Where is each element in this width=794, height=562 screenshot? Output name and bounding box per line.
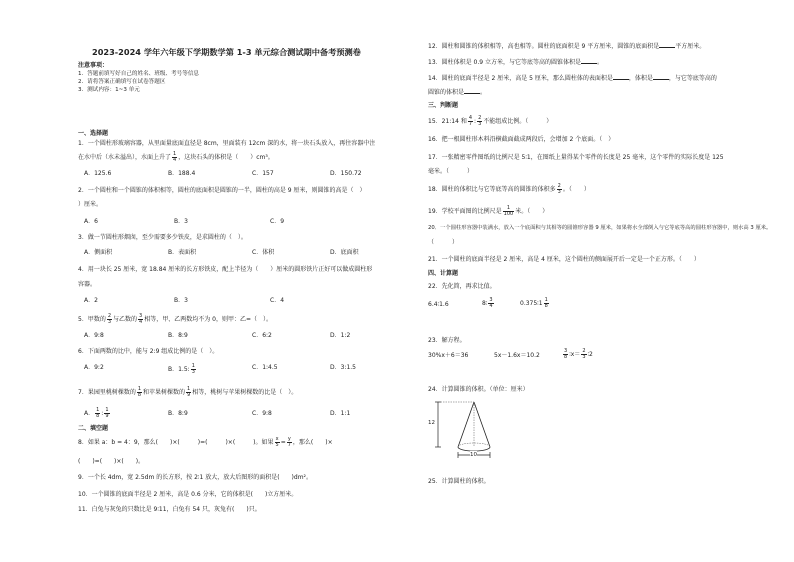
fraction: [287, 437, 292, 448]
q7-text-c: 相等，桃树与苹果树棵数的比是（ ）。: [192, 389, 298, 396]
numerator: 3: [564, 348, 568, 354]
q18-text-b: 。（ ）: [562, 186, 590, 193]
numerator: 3: [139, 313, 143, 319]
question-23: 23．解方程。: [428, 337, 466, 344]
question-10: 10．一个圆锥的底面半径是 2 厘米，高是 0.6 分米，它的体积是( )立方厘米。: [78, 491, 298, 498]
question-14-line1: [428, 74, 717, 83]
q22-expression-2: [482, 298, 495, 309]
notes-heading: 注意事项：: [78, 62, 109, 69]
q7-option-a-text: A．: [84, 410, 95, 417]
q5-option-d[interactable]: D．1:2: [330, 332, 351, 339]
q15-text-a: 15．21:14 和: [428, 118, 467, 125]
answer-blank[interactable]: [581, 58, 597, 64]
fraction: [477, 116, 482, 127]
question-8-line1: [78, 437, 333, 448]
question-20-line1: 20．一个圆柱形容器中装满水，放入一个底面积与其相等的圆锥形容器 9 厘米，如果将水全部倒入与它等底等高的圆柱形容器中，则水高 3 厘米。: [428, 225, 772, 231]
q14-text-e: 。: [480, 89, 487, 96]
question-22: 22．先化简，再求比值。: [428, 283, 496, 290]
denominator: 3: [582, 354, 586, 360]
q14-text-c: ，与它等底等高的: [668, 75, 717, 82]
denominator: 8: [544, 303, 548, 309]
denominator: 3: [107, 319, 112, 325]
fraction: [104, 408, 109, 419]
q12-text-a: 12．圆柱和圆锥的体积相等，高也相等。圆柱的底面积是 9 平方厘米，圆锥的底面积是: [428, 43, 660, 50]
fraction: [186, 387, 191, 398]
q14-text-a: 14．圆柱的底面半径是 2 厘米，高是 5 厘米，那么圆柱体的表面积是: [428, 75, 613, 82]
numerator: 2: [557, 183, 561, 189]
q1-option-a[interactable]: A．125.6: [84, 170, 112, 177]
question-14-line2: [428, 88, 486, 97]
question-3: 3．做一节圆柱形烟囱，至少需要多少铁皮，是求圆柱的（ ）。: [78, 234, 247, 241]
denominator: 7: [287, 442, 291, 448]
q13-text-b: 。: [597, 59, 604, 66]
q7-option-b[interactable]: B．8:9: [168, 410, 188, 417]
numerator: 4: [468, 115, 473, 121]
numerator: 2: [582, 348, 586, 354]
q1-option-b[interactable]: B．188.4: [168, 170, 196, 177]
q8-equals: =: [280, 439, 286, 446]
denominator: 4: [489, 303, 493, 309]
answer-blank[interactable]: [613, 74, 629, 80]
q2-option-b[interactable]: B．3: [174, 218, 188, 225]
q14-text-b: ，体积是: [628, 75, 653, 82]
q4-option-c[interactable]: C．4: [270, 297, 285, 304]
question-25: 25．计算圆柱的体积。: [428, 478, 490, 485]
q8-text-b: ，那么( )×: [292, 439, 333, 446]
fraction: [503, 206, 515, 217]
numerator: 1: [105, 407, 109, 413]
denominator: 8: [137, 392, 142, 398]
notes-item: 1．答题前填写好自己的姓名、班级、考号等信息: [78, 71, 200, 77]
question-1-line1: 1．一个圆柱形玻璃容器，从里面量底面直径是 8cm，里面装有 12cm 深的水，将一块石头放入，再往容器中注: [78, 140, 376, 147]
answer-blank[interactable]: [653, 74, 669, 80]
numerator: 2: [107, 313, 112, 319]
q3-option-d[interactable]: D．底面积: [330, 249, 359, 256]
q22-expression-1: 6.4∶1.6: [428, 301, 449, 308]
q1-option-c[interactable]: C．157: [252, 170, 274, 177]
denominator: 5: [275, 442, 279, 448]
q7-text-b: 和苹果树棵数的: [143, 389, 186, 396]
fraction: [137, 387, 142, 398]
denominator: 4: [173, 157, 177, 163]
numerator: 1: [96, 407, 100, 413]
question-12: [428, 42, 705, 51]
fraction: [557, 184, 562, 195]
numerator: x: [275, 436, 279, 442]
section-heading-choice: 一、选择题: [78, 130, 109, 137]
q22-e2-text: 8∶: [482, 300, 488, 307]
q7-option-c[interactable]: C．9:8: [252, 410, 272, 417]
question-15: [428, 116, 552, 127]
q7-option-d[interactable]: D．1:1: [330, 410, 351, 417]
fraction: [191, 364, 196, 375]
q15-text-b: 不能组成比例。（ ）: [483, 118, 553, 125]
question-9: 9．一个长 4dm，宽 2.5dm 的长方形，按 2∶1 放大，放大后图形的面积是( )dm²。: [78, 474, 312, 481]
q1-option-d[interactable]: D．150.72: [330, 170, 362, 177]
question-17-line2: 毫米。（ ）: [428, 168, 474, 175]
q5-option-b[interactable]: B．8:9: [168, 332, 188, 339]
q2-option-a[interactable]: A．6: [84, 218, 98, 225]
q6-option-a[interactable]: A．9:2: [84, 364, 104, 371]
page-title: 2023-2024 学年六年级下学期数学第 1-3 单元综合测试期中备考预测卷: [92, 47, 361, 57]
q6-option-b-text: B．1.5:: [168, 366, 190, 373]
answer-blank[interactable]: [659, 42, 675, 48]
answer-blank[interactable]: [464, 88, 480, 94]
question-20-line2: （ ）: [428, 239, 459, 246]
q22-e3-text: 0.375∶1: [520, 300, 543, 307]
fraction: [488, 298, 493, 309]
numerator: 1: [544, 297, 548, 303]
question-8-line2: ( )=( )×( )。: [78, 458, 145, 465]
q18-text-a: 18．圆柱的体积比与它等底等高的圆锥的体积多: [428, 186, 556, 193]
q7-text-a: 7．果园里桃树棵数的: [78, 389, 136, 396]
question-5: [78, 314, 272, 325]
fraction: [544, 298, 549, 309]
section-heading-judge: 三、判断题: [428, 102, 459, 109]
ratio-colon: :: [101, 410, 104, 417]
cone-side-left: [458, 402, 474, 447]
fraction: [468, 116, 473, 127]
section-heading-calc: 四、计算题: [428, 270, 459, 277]
denominator: 3: [478, 121, 482, 127]
denominator: 9: [187, 392, 191, 398]
fraction: [138, 314, 143, 325]
notes-item: 2．请将答案正确填写在试卷答题区: [78, 79, 166, 85]
q7-option-a[interactable]: [84, 408, 111, 419]
denominator: 3: [557, 189, 561, 195]
q22-expression-3: [520, 298, 550, 309]
numerator: 3: [489, 297, 493, 303]
fraction: [95, 408, 100, 419]
fraction: [107, 314, 112, 325]
question-11: 11．白兔与灰兔的只数比是 9∶11，白兔有 54 只，灰兔有( )只。: [78, 506, 261, 513]
question-2-line1: 2．一个圆柱和一个圆锥的体积相等，圆柱的底面积是圆锥的一半，圆柱的高是 9 厘米，则圆锥的高是（ ）: [78, 187, 366, 194]
q3-option-a[interactable]: A．侧面积: [84, 249, 113, 256]
numerator: 1: [173, 151, 177, 157]
q19-text-b: 米。（ ）: [515, 208, 549, 215]
question-17-line1: 17．一张精密零件图纸的比例尺是 5∶1，在图纸上量得某个零件的长度是 25 毫米，这个零件的实际长度是 125: [428, 154, 724, 161]
section-heading-fill: 二、填空题: [78, 425, 109, 432]
denominator: 8: [96, 413, 100, 419]
q23-equation-1: 30%x＋6＝36: [428, 352, 469, 359]
q6-option-c[interactable]: C．1:4.5: [252, 364, 278, 371]
q5-text-c: 相等，甲、乙两数均不为 0，则甲：乙=（ ）。: [144, 316, 272, 323]
q3-option-b[interactable]: B．表面积: [168, 249, 197, 256]
question-13: [428, 58, 603, 67]
q8-text-a: 8．如果 a：b = 4：9，那么( )×( )=( )×( )。如果: [78, 439, 274, 446]
denominator: 9: [105, 413, 109, 419]
q23-equation-2: 5x－1.6x＝10.2: [494, 352, 540, 359]
denominator: 8: [564, 354, 568, 360]
q3-option-c[interactable]: C．体积: [252, 249, 275, 256]
q12-text-b: 平方厘米。: [675, 43, 706, 50]
denominator: 100: [503, 211, 514, 217]
cone-base-label: 10: [470, 452, 477, 458]
numerator: 1: [187, 386, 191, 392]
denominator: 7: [468, 121, 473, 127]
fraction: [581, 349, 586, 360]
q23-equation-3: [562, 349, 593, 360]
q19-text-a: 19．学校平面图的比例尺是: [428, 208, 502, 215]
question-6: 6．下面两数的比中，能与 2:9 组成比例的是（ ）。: [78, 348, 219, 355]
denominator: 3: [191, 369, 195, 375]
question-18: [428, 184, 590, 195]
q5-option-a[interactable]: A．9:8: [84, 332, 104, 339]
fraction: [172, 152, 177, 163]
q23-e3-text-b: ∶2: [587, 351, 593, 358]
q13-text-a: 13．圆柱体积是 0.9 立方米，与它等底等高的圆锥体积是: [428, 59, 581, 66]
q6-option-b[interactable]: [168, 364, 197, 375]
fraction: [275, 437, 280, 448]
q5-text-a: 5．甲数的: [78, 316, 106, 323]
question-4-line2: 容器。: [78, 281, 97, 288]
q5-text-b: 与乙数的: [113, 316, 138, 323]
cone-height-label: 12: [428, 420, 435, 426]
q1-text-b: ，这块石头的体积是（ ）cm³。: [178, 154, 274, 161]
cone-side-right: [474, 402, 490, 447]
numerator: 1: [191, 363, 195, 369]
q14-text-d: 圆锥的体积是: [428, 89, 465, 96]
question-19: [428, 206, 548, 217]
numerator: 2: [478, 115, 482, 121]
q4-option-b[interactable]: B．3: [174, 297, 188, 304]
question-24: 24．计算圆锥的体积。（单位：厘米）: [428, 386, 529, 393]
denominator: 4: [139, 319, 143, 325]
q5-option-c[interactable]: C．6:2: [252, 332, 272, 339]
question-16: 16．把一根圆柱形木料沿横截面截成两段后，会增加 2 个底面。（ ）: [428, 136, 615, 143]
numerator: 1: [503, 206, 515, 212]
question-4-line1: 4．用一块长 25 厘米，宽 18.84 厘米的长方形铁皮，配上半径为（ ）厘米的圆形铁片正好可以做成圆柱形: [78, 266, 373, 273]
q1-text-a: 在水中后（水未溢出），水面上升了: [78, 154, 172, 161]
q23-e3-text: ∶x＝: [569, 351, 581, 358]
q6-option-d[interactable]: D．3:1.5: [330, 364, 357, 371]
question-7: [78, 387, 297, 398]
notes-item: 3．测试内容：1~3 单元: [78, 87, 140, 93]
ratio-colon: :: [474, 118, 477, 125]
question-1-line2: [78, 152, 274, 163]
cone-figure: [428, 397, 508, 459]
numerator: y: [287, 436, 291, 442]
numerator: 1: [137, 386, 142, 392]
question-2-line2: ）厘米。: [78, 201, 103, 208]
q4-option-a[interactable]: A．2: [84, 297, 98, 304]
q2-option-c[interactable]: C．9: [270, 218, 285, 225]
question-21: 21．一个圆柱的底面半径是 2 厘米，高是 4 厘米，这个圆柱的侧面展开后一定是一个正方形。（ ）: [428, 256, 700, 263]
fraction: [563, 349, 568, 360]
